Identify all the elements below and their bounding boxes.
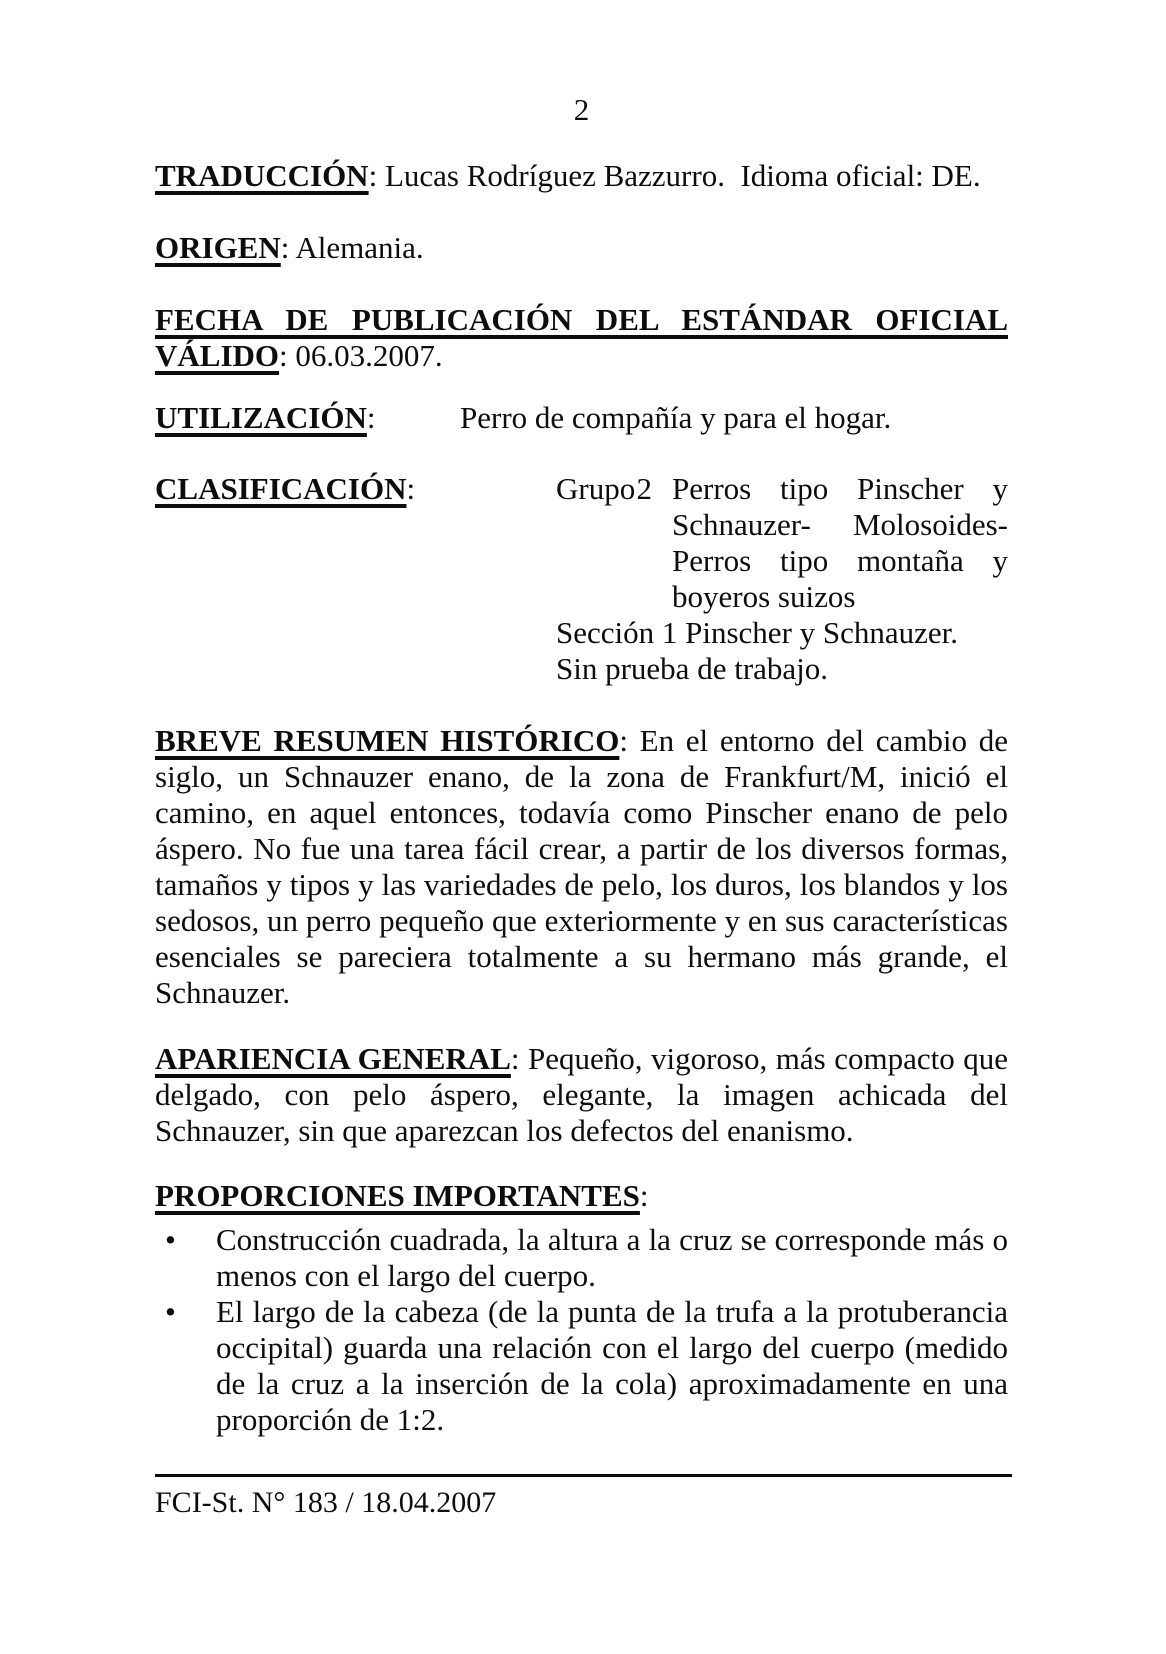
- utilizacion-label-column: [155, 400, 460, 436]
- resumen-label: BREVE RESUMEN HISTÓRICO: [155, 723, 620, 758]
- utilizacion-value: Perro de compañía y para el hogar.: [460, 400, 892, 435]
- clasificacion-grupo-cell: [556, 471, 652, 507]
- document-content: [155, 92, 1008, 1438]
- utilizacion-colon: :: [366, 400, 376, 435]
- apariencia-body: : Pequeño, vigoroso, más compacto que delgado, con pelo áspero, elegante, la imagen achicada del Schnauzer, sin que aparezcan los defectos del enanismo.: [155, 1041, 1008, 1148]
- bullet-icon: •: [165, 1294, 176, 1329]
- section-traduccion: [155, 158, 1008, 194]
- traduccion-value: : Lucas Rodríguez Bazzurro. Idioma oficial: DE.: [368, 158, 981, 193]
- clasificacion-details: [556, 471, 1008, 687]
- clasificacion-seccion: Sección 1 Pinscher y Schnauzer.: [556, 615, 959, 650]
- bullet-text: El largo de la cabeza (de la punta de la trufa a la protuberancia occipital) guarda una relación con el largo del cuerpo (medido de la cruz a la inserción de la cola) aproximadamente en una proporción de 1:2.: [216, 1294, 1008, 1437]
- origen-label: ORIGEN: [155, 230, 281, 265]
- list-item: [155, 1222, 1008, 1294]
- section-clasificacion: [155, 471, 1008, 687]
- section-origen: [155, 230, 1008, 266]
- section-fecha-publicacion: [155, 302, 1008, 374]
- proporciones-bullet-list: [155, 1222, 1008, 1438]
- clasificacion-colon: :: [406, 471, 416, 506]
- grupo-number: 2: [636, 471, 652, 506]
- section-utilizacion: [155, 400, 1008, 436]
- traduccion-label: TRADUCCIÓN: [155, 158, 369, 193]
- fecha-label: FECHA DE PUBLICACIÓN DEL ESTÁNDAR OFICIAL VÁLIDO: [155, 302, 1008, 373]
- proporciones-label: PROPORCIONES IMPORTANTES: [155, 1178, 640, 1213]
- section-breve-resumen-historico: [155, 723, 1008, 1011]
- page-number: 2: [573, 92, 590, 127]
- clasificacion-label: CLASIFICACIÓN: [155, 471, 407, 506]
- origen-value: : Alemania.: [280, 230, 424, 265]
- utilizacion-label: UTILIZACIÓN: [155, 400, 367, 435]
- section-apariencia-general: [155, 1041, 1008, 1149]
- clasificacion-grupo-row: [556, 471, 1008, 615]
- footer-reference: FCI-St. N° 183 / 18.04.2007: [155, 1486, 497, 1519]
- bullet-icon: •: [165, 1222, 176, 1257]
- grupo-label: Grupo: [556, 471, 636, 506]
- clasificacion-label-column: [155, 471, 556, 507]
- bullet-text: Construcción cuadrada, la altura a la cruz se corresponde más o menos con el largo del cuerpo.: [216, 1222, 1008, 1293]
- apariencia-label: APARIENCIA GENERAL: [155, 1041, 511, 1076]
- proporciones-colon: :: [639, 1178, 649, 1213]
- resumen-body: : En el entorno del cambio de siglo, un Schnauzer enano, de la zona de Frankfurt/M, inició el camino, en aquel entonces, todavía como Pinscher enano de pelo áspero. No fue una tarea fácil crear, a partir de los diversos formas, tamaños y tipos y las variedades de pelo, los duros, los blandos y los sedosos, un perro pequeño que exteriormente y en sus características esenciales se pareciera totalmente a su hermano más grande, el Schnauzer.: [155, 723, 1008, 1010]
- section-proporciones-heading: [155, 1178, 1008, 1214]
- list-item: [155, 1294, 1008, 1438]
- footer-divider: [155, 1474, 1012, 1477]
- grupo-description: Perros tipo Pinscher y Schnauzer- Molosoides- Perros tipo montaña y boyeros suizos: [672, 471, 1008, 614]
- page-footer: [155, 1474, 1012, 1521]
- fecha-value: : 06.03.2007.: [279, 338, 443, 373]
- clasificacion-prueba: Sin prueba de trabajo.: [556, 651, 829, 686]
